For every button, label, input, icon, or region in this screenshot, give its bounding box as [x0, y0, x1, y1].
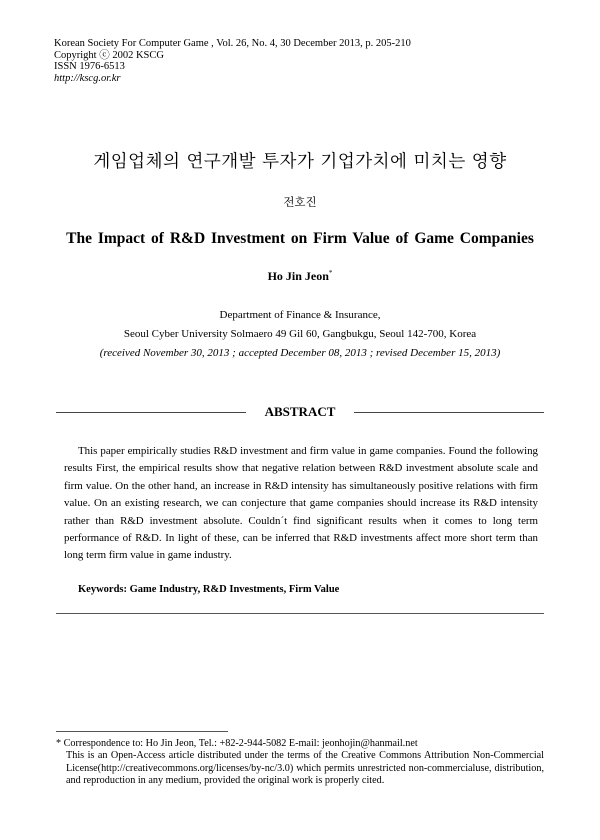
korean-title: 게임업체의 연구개발 투자가 기업가치에 미치는 영향 — [93, 152, 507, 172]
journal-citation: Korean Society For Computer Game , Vol. 26, No. 4, 30 December 2013, p. 205-210 — [54, 38, 411, 49]
author-footnote-mark: * — [328, 269, 333, 277]
abstract-heading: ABSTRACT — [264, 404, 336, 419]
submission-dates: (received November 30, 2013 ; accepted December 08, 2013 ; revised December 15, 2013) — [99, 347, 501, 359]
journal-url[interactable]: http://kscg.or.kr — [54, 72, 121, 84]
affiliation-address: Seoul Cyber University Solmaero 49 Gil 60, Gangbukgu, Seoul 142-700, Korea — [123, 328, 477, 340]
footnote — [56, 738, 544, 788]
affiliation — [0, 306, 600, 363]
section-divider — [56, 613, 544, 614]
english-author: Ho Jin Jeon — [267, 269, 329, 283]
english-title: The Impact of R&D Investment on Firm Value of Game Companies — [66, 230, 534, 247]
english-author-block — [0, 269, 600, 284]
license-text: This is an Open-Access article distributed under the terms of the Creative Commons Attribution Non-Commercial License(http://creativecommons.org/licenses/by-nc/3.0) which permits unrestricted non-commercialuse, distribution, and reproduction in any medium, provided the original work is properly cited. — [66, 750, 544, 787]
korean-author: 전호진 — [283, 195, 317, 209]
affiliation-department: Department of Finance & Insurance, — [219, 309, 381, 321]
abstract-text: This paper empirically studies R&D investment and firm value in game companies. Found the following results First, the empirical results show that negative relation between R&D investment absolute scale and firm value. On the other hand, an increase in R&D intensity has simultaneously positive relations with firm value. On an existing research, we can conjecture that game companies should increase its R&D intensity rather than R&D investment absolute. Couldn´t find significant results when it comes to long term performance of R&D. In light of these, can be inferred that R&D investments affect more short term than long term firm value in game industry. — [64, 445, 538, 562]
abstract-heading-block — [56, 403, 544, 421]
divider-right — [354, 412, 544, 413]
footnote-divider — [56, 731, 228, 732]
issn-line: ISSN 1976-6513 — [54, 61, 125, 73]
correspondence-line: * Correspondence to: Ho Jin Jeon, Tel.: +82-2-944-5082 E-mail: jeonhojin@hanmail.net — [56, 738, 418, 749]
journal-header — [54, 38, 411, 84]
copyright-line: Copyright ⓒ 2002 KSCG — [54, 49, 164, 61]
keywords: Keywords: Game Industry, R&D Investments, Firm Value — [78, 584, 340, 595]
